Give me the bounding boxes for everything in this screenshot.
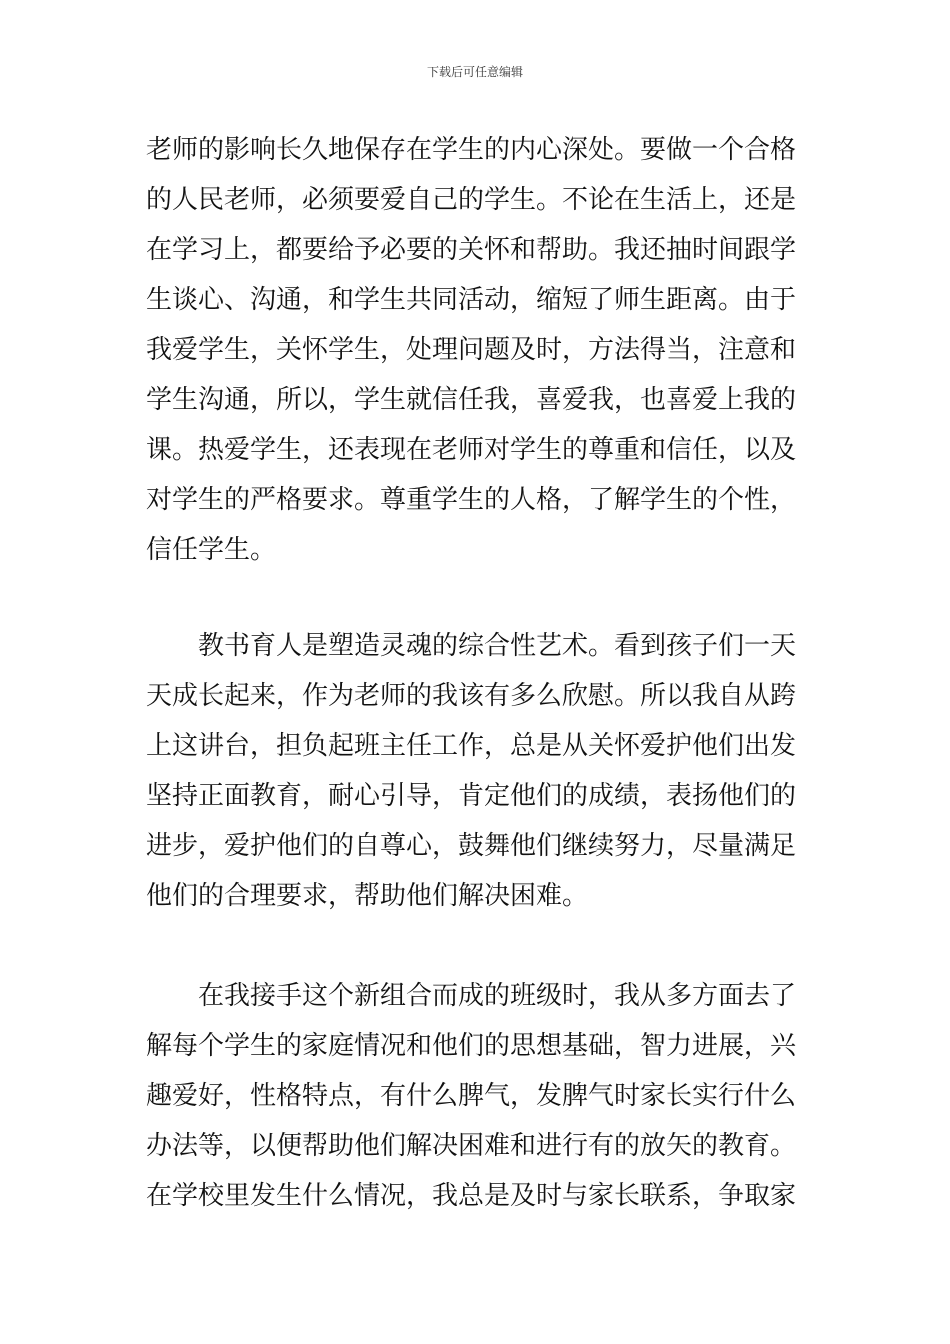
text-line: 学生沟通，所以，学生就信任我，喜爱我，也喜爱上我的: [146, 385, 797, 415]
text-line: 生谈心、沟通，和学生共同活动，缩短了师生距离。由于: [146, 285, 797, 315]
text-line: 我爱学生，关怀学生，处理问题及时，方法得当，注意和: [146, 335, 797, 365]
text-line: 的人民老师，必须要爱自己的学生。不论在生活上，还是: [146, 185, 797, 215]
text-line: 上这讲台，担负起班主任工作，总是从关怀爱护他们出发: [146, 731, 797, 761]
text-line: 趣爱好，性格特点，有什么脾气，发脾气时家长实行什么: [146, 1081, 797, 1111]
text-line: 在学习上，都要给予必要的关怀和帮助。我还抽时间跟学: [146, 235, 797, 265]
text-line: 信任学生。: [146, 535, 277, 565]
text-line: 天成长起来，作为老师的我该有多么欣慰。所以我自从跨: [146, 681, 797, 711]
text-line: 办法等，以便帮助他们解决困难和进行有的放矢的教育。: [146, 1131, 797, 1161]
text-line: 他们的合理要求，帮助他们解决困难。: [146, 881, 589, 911]
page-header: 下载后可任意编辑: [426, 65, 523, 79]
text-line: 进步，爱护他们的自尊心，鼓舞他们继续努力，尽量满足: [146, 831, 797, 861]
text-line: 在我接手这个新组合而成的班级时，我从多方面去了: [198, 981, 797, 1011]
text-line: 老师的影响长久地保存在学生的内心深处。要做一个合格: [146, 135, 797, 165]
text-line: 对学生的严格要求。尊重学生的人格，了解学生的个性，: [146, 485, 797, 515]
text-line: 教书育人是塑造灵魂的综合性艺术。看到孩子们一天: [198, 631, 797, 661]
text-line: 课。热爱学生，还表现在老师对学生的尊重和信任，以及: [146, 435, 797, 465]
text-line: 解每个学生的家庭情况和他们的思想基础，智力进展，兴: [146, 1031, 797, 1061]
text-line: 在学校里发生什么情况，我总是及时与家长联系，争取家: [146, 1181, 797, 1211]
text-line: 坚持正面教育，耐心引导，肯定他们的成绩，表扬他们的: [146, 781, 797, 811]
